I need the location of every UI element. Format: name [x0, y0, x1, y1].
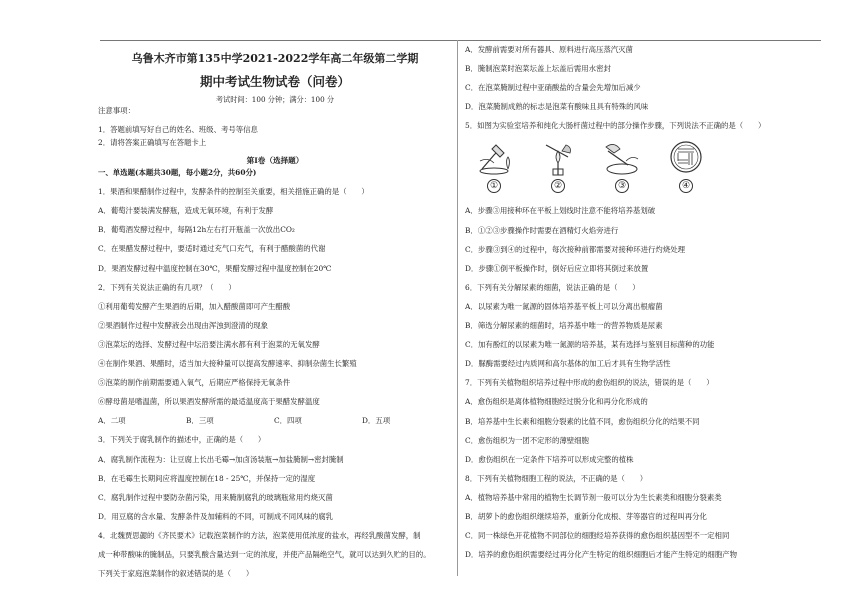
- statement: ③泡菜坛的选择、发酵过程中坛沿要注满水都有利于泡菜的无氧发酵: [98, 339, 320, 349]
- loop-flame-icon: [538, 139, 578, 177]
- left-column: [98, 44, 452, 587]
- notice-item: 2．请将答案正确填写在答题卡上: [98, 138, 207, 148]
- streaked-plate-icon: [666, 139, 706, 177]
- statement: ①利用葡萄发酵产生果酒的后期，加入醋酸菌即可产生醋酸: [98, 301, 291, 311]
- choice-row: [98, 415, 452, 427]
- option: A．愈伤组织是离体植物细胞经过脱分化和再分化形成的: [465, 397, 648, 407]
- option: B．①②③步骤操作时需要在酒精灯火焰旁进行: [465, 225, 619, 235]
- step-number: ③: [615, 179, 629, 193]
- loop-streak-icon: [602, 139, 642, 177]
- question-stem: 3．下列关于腐乳制作的描述中，正确的是（ ）: [98, 435, 266, 445]
- choice-a: A．二项: [98, 416, 126, 426]
- statement: ⑤泡菜的制作前期需要通入氧气，后期应严格保持无氧条件: [98, 378, 291, 388]
- flask-flame-icon: [474, 139, 514, 177]
- question-stem: 8．下列有关植物细胞工程的说法，不正确的是（ ）: [465, 473, 648, 483]
- option: A．植物培养基中常用的植物生长调节剂一般可以分为生长素类和细胞分裂素类: [465, 492, 722, 502]
- option: B．培养基中生长素和细胞分裂素的比值不同，愈伤组织分化的结果不同: [465, 416, 700, 426]
- step-number: ④: [679, 179, 693, 193]
- option: C．同一株绿色开花植物不同部位的细胞经培养获得的愈伤组织基因型不一定相同: [465, 531, 730, 541]
- figure-step: [473, 139, 515, 199]
- option: B．在毛霉生长期间应将温度控制在18 - 25℃，并保持一定的湿度: [98, 473, 316, 483]
- option: C．在果醋发酵过程中，要适时通过充气口充气，有利于醋酸菌的代谢: [98, 244, 326, 254]
- question-stem: 5．如图为实验室培养和纯化大肠杆菌过程中的部分操作步骤，下列说法不正确的是（ ）: [465, 121, 766, 131]
- question-stem: 4．北魏贾思勰的《齐民要术》记载泡菜制作的方法，泡菜使用低浓度的盐水，再经乳酸菌发酵，制: [98, 530, 421, 540]
- figure-step: [601, 139, 643, 199]
- option: B．葡萄酒发酵过程中，每隔12h左右打开瓶盖一次放出CO₂: [98, 225, 295, 235]
- option: D．果酒发酵过程中温度控制在30℃，果醋发酵过程中温度控制在20℃: [98, 263, 332, 273]
- statement: ④在制作果酒、果醋时，适当加大接种量可以提高发酵速率、抑制杂菌生长繁殖: [98, 359, 357, 369]
- option: D．泡菜腌制成熟的标志是泡菜有酸味且具有特殊的风味: [465, 102, 649, 112]
- option: D．愈伤组织在一定条件下培养可以形成完整的植株: [465, 454, 634, 464]
- option: C．步骤③到④的过程中，每次接种前都需要对接种环进行灼烧处理: [465, 244, 685, 254]
- exam-subtitle: 期中考试生物试卷（问卷）: [199, 74, 350, 89]
- procedure-figure: [473, 139, 815, 199]
- option: D．培养的愈伤组织需要经过再分化产生特定的组织细胞后才能产生特定的细胞产物: [465, 550, 737, 560]
- option: D．脲酶需要经过内质网和高尔基体的加工后才具有生物学活性: [465, 359, 671, 369]
- option: A．发酵前需要对所有器具、原料进行高压蒸汽灭菌: [465, 45, 633, 54]
- statement: ⑥酵母菌是嗜温菌，所以果酒发酵所需的最适温度高于果醋发酵温度: [98, 397, 320, 407]
- option: D．用豆腐的含水量、发酵条件及加辅料的不同，可制成不同风味的腐乳: [98, 511, 334, 521]
- notice-item: 1．答题前填写好自己的姓名、班级、考号等信息: [98, 125, 258, 135]
- top-rule: [100, 40, 821, 41]
- question-stem: 7．下列有关植物组织培养过程中形成的愈伤组织的说法，错误的是（ ）: [465, 378, 714, 388]
- question-stem: 6．下列有关分解尿素的细菌，说法正确的是（ ）: [465, 282, 640, 292]
- exam-info: 考试时间：100 分钟；满分：100 分: [215, 95, 335, 104]
- option: C．腐乳制作过程中要防杂菌污染，用来腌制腐乳的玻璃瓶常用灼烧灭菌: [98, 492, 333, 502]
- option: D．步骤①倒平板操作时，倒好后应立即将其倒过来放置: [465, 263, 649, 273]
- notice-heading: 注意事项：: [98, 106, 135, 115]
- figure-step: [665, 139, 707, 199]
- option: C．愈伤组织为一团不定形的薄壁细胞: [465, 435, 589, 445]
- right-column: [465, 44, 815, 568]
- question-stem: 2．下列有关说法正确的有几项？（ ）: [98, 282, 236, 292]
- option: B．筛选分解尿素的细菌时，培养基中唯一的营养物质是尿素: [465, 321, 663, 331]
- section-intro: 一、单选题(本题共30题，每小题2分，共60分): [98, 168, 257, 178]
- step-number: ①: [487, 179, 501, 193]
- option: A．腐乳制作流程为：让豆腐上长出毛霉→加卤汤装瓶→加盐腌制→密封腌制: [98, 454, 344, 464]
- option: C．在泡菜腌制过程中亚硝酸盐的含量会先增加后减少: [465, 83, 641, 93]
- option: B．腌制泡菜时泡菜坛盖上坛盖后需用水密封: [465, 64, 611, 74]
- figure-step: [537, 139, 579, 199]
- option: A．以尿素为唯一氮源的固体培养基平板上可以分离出根瘤菌: [465, 301, 663, 311]
- statement: ②果酒制作过程中发酵液会出现由浑浊到澄清的现象: [98, 320, 268, 330]
- option: A．步骤③用接种环在平板上划线时注意不能将培养基划破: [465, 206, 656, 216]
- option: C．加有酚红的以尿素为唯一氮源的培养基，某有选择与鉴别目标菌种的功能: [465, 340, 715, 350]
- choice-b: B．三项: [186, 416, 214, 426]
- question-text: 成一种带酸味的腌制品，只要乳酸含量达到一定的浓度，并使产品隔绝空气，就可以达到久贮的目的。: [98, 549, 431, 559]
- exam-title: 乌鲁木齐市第135中学2021-2022学年高二年级第二学期: [131, 52, 419, 65]
- choice-c: C．四项: [274, 416, 302, 426]
- section-title: 第Ⅰ卷（选择题）: [246, 156, 304, 166]
- option: A．葡萄汁要装满发酵瓶，造成无氧环境，有利于发酵: [98, 206, 274, 216]
- option: B．胡萝卜的愈伤组织继续培养，重新分化成根、芽等器官的过程叫再分化: [465, 511, 707, 521]
- column-divider: [457, 40, 458, 576]
- step-number: ②: [551, 179, 565, 193]
- choice-d: D．五项: [362, 416, 391, 426]
- question-stem: 1．果酒和果醋制作过程中，发酵条件的控制至关重要，相关措施正确的是（ ）: [98, 187, 369, 197]
- question-text: 下列关于家庭泡菜制作的叙述错误的是（ ）: [98, 569, 254, 579]
